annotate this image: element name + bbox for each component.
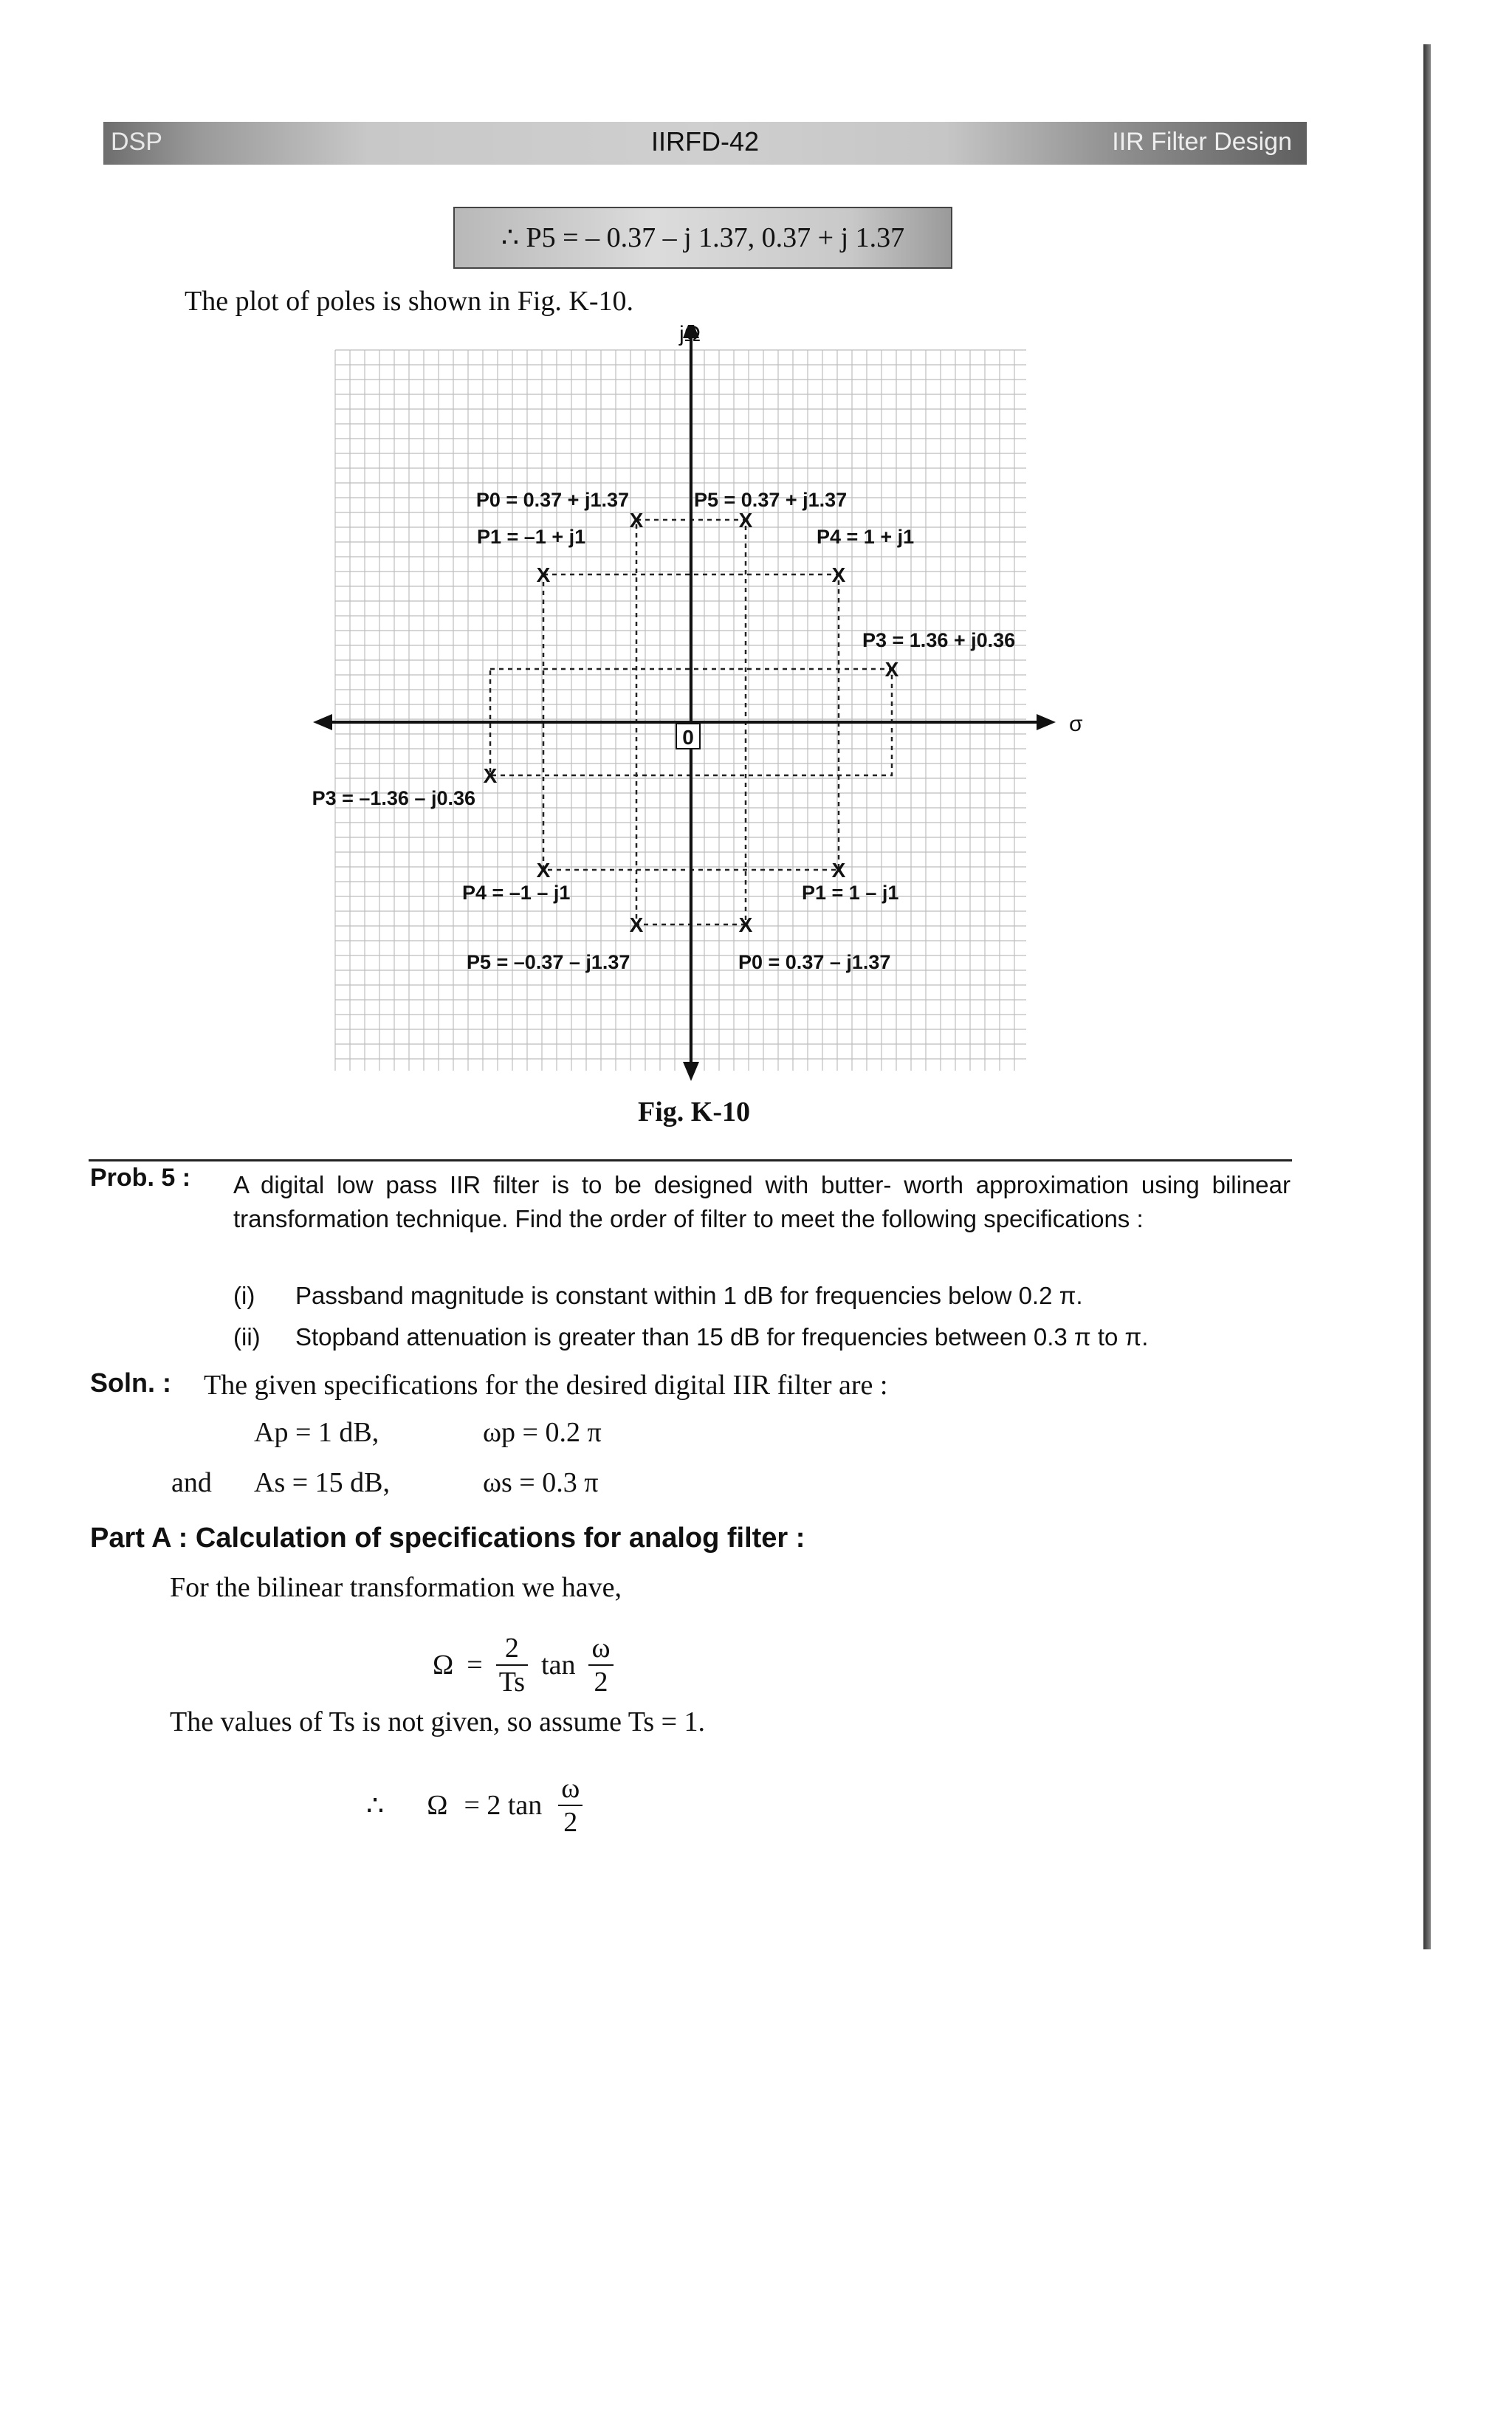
pole-label-p1-bottom: P1 = 1 – j1 [802,882,899,904]
pole-label-p4-top: P4 = 1 + j1 [817,526,915,548]
sigma-arrow-right [1037,714,1056,730]
eq2-omega-den: 2 [563,1807,578,1838]
part-a-line1: For the bilinear transformation we have, [170,1572,622,1603]
item-number-1: (i) [233,1282,255,1309]
page-edge [1423,44,1431,1949]
ws-value: ωs = 0.3 π [483,1467,599,1498]
and-word: and [171,1467,212,1498]
pole-labels [312,489,1016,973]
jomega-arrow-down [683,1062,699,1081]
solution-label: Soln. : [90,1368,171,1398]
pole-marker: X [884,658,899,681]
plot-grid [335,350,1026,1071]
pole-marker: X [629,913,644,936]
pole-marker: X [738,913,753,936]
pole-label-p3-left: P3 = –1.36 – j0.36 [312,787,475,809]
item-number-2: (ii) [233,1323,261,1351]
header-page-number: IIRFD-42 [650,126,760,157]
result-box: ∴ P5 = – 0.37 – j 1.37, 0.37 + j 1.37 [453,207,952,269]
eq1-omega-fraction [588,1632,613,1698]
intro-text: The plot of poles is shown in Fig. K-10. [185,286,633,317]
pole-marker: X [629,509,644,532]
wp-value: ωp = 0.2 π [483,1417,602,1448]
eq2-rhs: = 2 tan [464,1790,543,1821]
pole-label-p3-right: P3 = 1.36 + j0.36 [862,629,1016,651]
pole-marker: X [536,563,551,586]
eq1-equals: = [467,1650,483,1681]
jomega-label: jΩ [679,325,701,346]
eq2-therefore: ∴ [366,1790,385,1822]
simplified-equation [366,1757,583,1853]
eq1-omega-num: ω [588,1632,613,1666]
header-left-label: DSP [111,128,162,156]
bilinear-equation [433,1617,614,1713]
part-a-line2: The values of Ts is not given, so assume Ts = 1. [170,1706,706,1737]
sigma-arrow-left [313,714,332,730]
eq1-numerator: 2 [496,1632,528,1666]
sigma-label: σ [1069,712,1083,736]
figure-caption: Fig. K-10 [638,1097,750,1128]
pole-label-p5-bottom: P5 = –0.37 – j1.37 [467,951,630,973]
eq1-omega-den: 2 [594,1667,608,1698]
pole-label-p4-bottom: P4 = –1 – j1 [462,882,571,904]
pole-marker: X [536,859,551,882]
eq2-omega-num: ω [558,1772,583,1806]
pole-label-p0-top: P0 = 0.37 + j1.37 [475,489,629,511]
header-band [103,122,1307,165]
eq1-fraction [496,1632,528,1698]
eq1-tan: tan [541,1650,576,1681]
part-a-title: Part A : Calculation of specifications for analog filter : [90,1523,805,1554]
header-right-label: IIR Filter Design [1112,128,1292,156]
problem-text: A digital low pass IIR filter is to be designed with butter- worth approximation using bilinear transformation technique. Find the order of filter to meet the following specifications : [233,1171,1291,1232]
pole-plot [251,325,1137,1093]
as-value: As = 15 dB, [254,1467,391,1498]
solution-intro: The given specifications for the desired digital IIR filter are : [204,1370,888,1401]
pole-label-p1-top: P1 = –1 + j1 [477,526,586,548]
eq1-lhs: Ω [433,1650,454,1681]
problem-label: Prob. 5 : [90,1164,191,1192]
pole-label-p0-bottom: P0 = 0.37 – j1.37 [738,951,891,973]
item-text-2: Stopband attenuation is greater than 15 dB for frequencies between 0.3 π to π. [295,1323,1149,1351]
origin-label: 0 [682,726,694,749]
eq2-omega-fraction [558,1772,583,1839]
pole-marker: X [831,859,846,882]
pole-marker: X [738,509,753,532]
item-text-1: Passband magnitude is constant within 1 dB for frequencies below 0.2 π. [295,1282,1083,1309]
eq2-lhs: Ω [427,1790,448,1821]
ap-value: Ap = 1 dB, [254,1417,379,1448]
eq1-denominator: Ts [498,1667,526,1698]
pole-marker: X [831,563,846,586]
section-divider [89,1159,1292,1161]
pole-marker: X [483,764,498,787]
pole-label-p5-top: P5 = 0.37 + j1.37 [694,489,848,511]
